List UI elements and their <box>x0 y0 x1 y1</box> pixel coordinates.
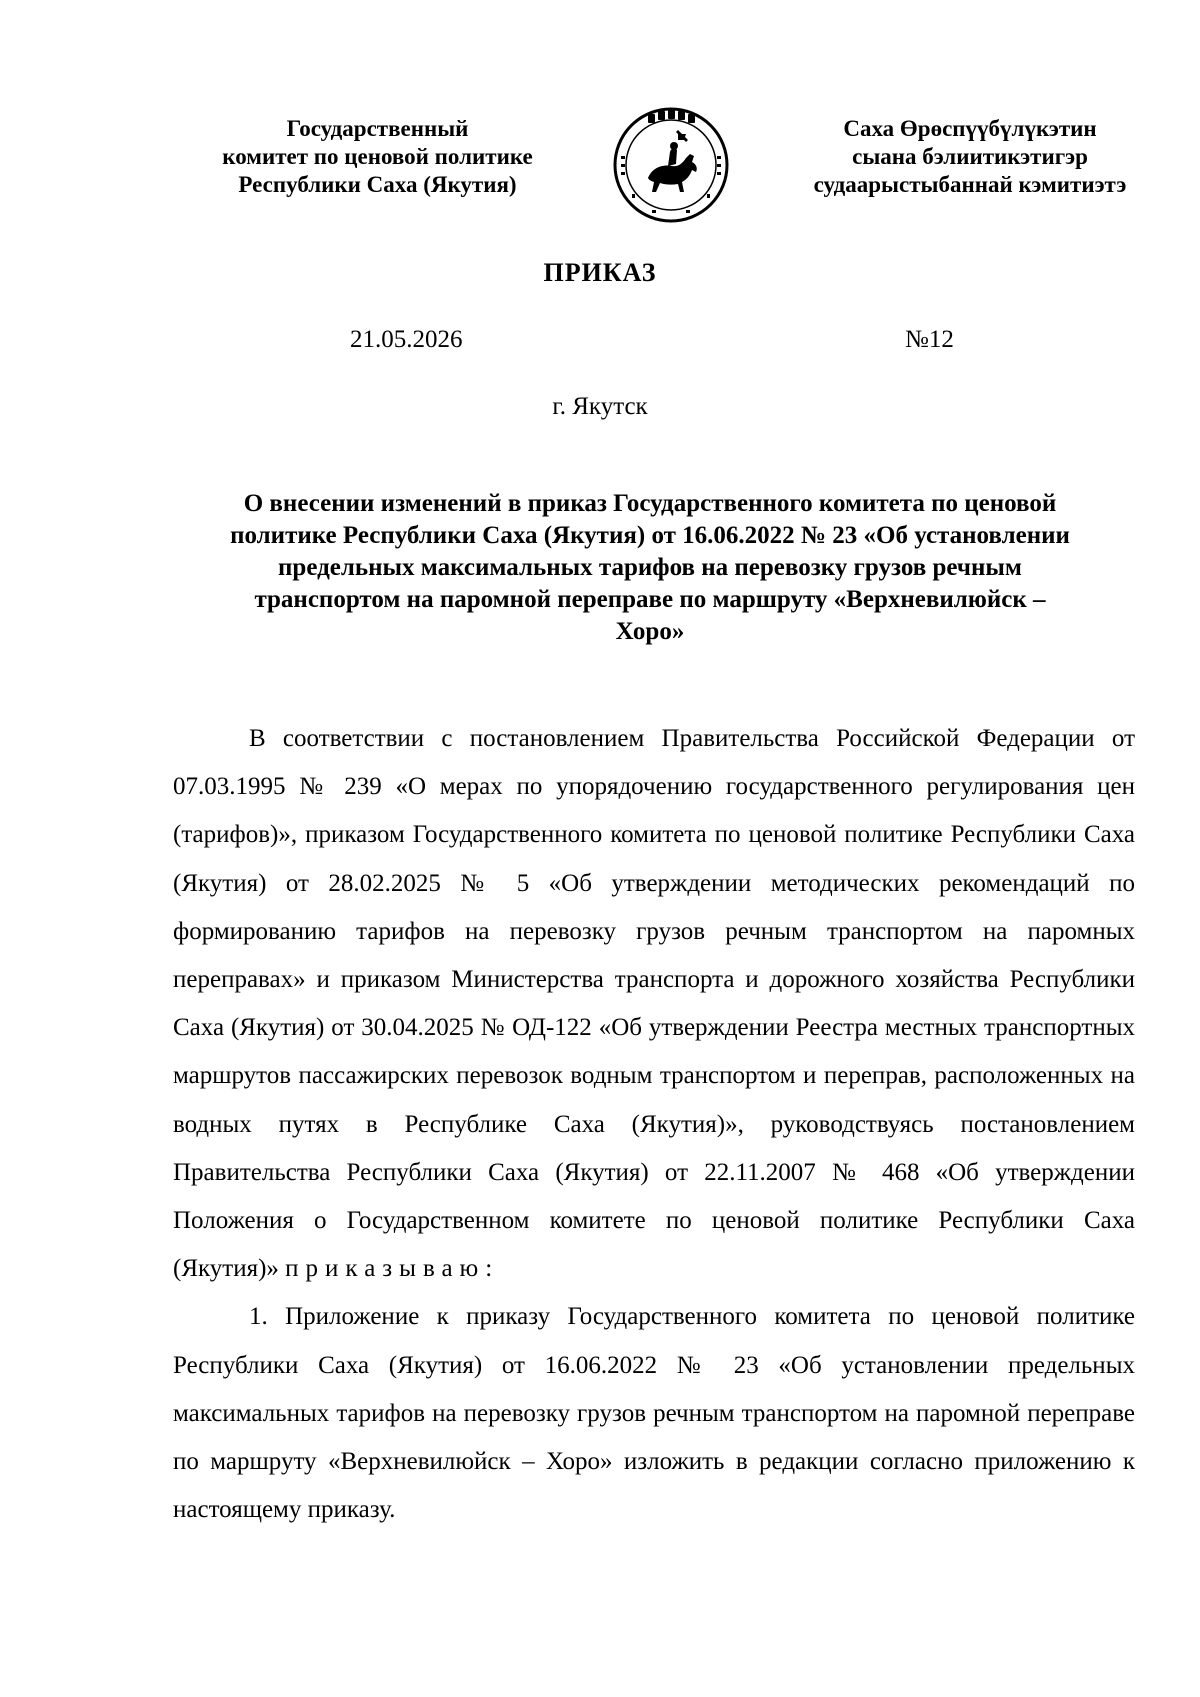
title-line: политике Республики Саха (Якутия) от 16.06.2022 № 23 «Об установлении <box>230 522 1070 549</box>
document-type: ПРИКАЗ <box>543 258 657 287</box>
order-word: приказываю <box>285 1255 486 1283</box>
header-right-line: судаарыстыбаннай кэмитиэтэ <box>813 172 1127 197</box>
header-left-line: Государственный <box>286 116 469 141</box>
document-number: №12 <box>905 326 954 353</box>
header-right <box>770 115 1170 199</box>
document-body <box>173 715 1135 1534</box>
document-date: 21.05.2026 <box>350 326 463 353</box>
preamble-paragraph <box>173 715 1135 1293</box>
header-left <box>190 115 565 199</box>
title-line: транспортом на паромной переправе по маршруту «Верхневилюйск – <box>254 586 1046 613</box>
document-city: г. Якутск <box>552 393 648 420</box>
order-suffix: : <box>485 1255 493 1283</box>
title-line: О внесении изменений в приказ Государственного комитета по ценовой <box>243 490 1057 517</box>
title-line: Хоро» <box>615 618 685 645</box>
header-right-line: сыана бэлиитикэтигэр <box>852 144 1088 169</box>
title-line: предельных максимальных тарифов на перевозку грузов речным <box>278 554 1022 581</box>
coat-of-arms-icon <box>612 106 730 224</box>
document-title <box>170 488 1130 648</box>
item-1-paragraph: 1. Приложение к приказу Государственного комитета по ценовой политике Республики Саха (Якутия) от 16.06.2022 № 23 «Об установлении предельных максимальных тарифов на перевозку грузов речным транспортом на паромной переправе по маршруту «Верхневилюйск – Хоро» изложить в редакции согласно приложению к настоящему приказу. <box>173 1303 1135 1524</box>
preamble-text: В соответствии с постановлением Правительства Российской Федерации от 07.03.1995 № 239 «О мерах по упорядочению государственного регулирования цен (тарифов)», приказом Государственного комитета по ценовой политике Республики Саха (Якутия) от 28.02.2025 № 5 «Об утверждении методических рекомендаций по формированию тарифов на перевозку грузов речным транспортом на паромных переправах» и приказом Министерства транспорта и дорожного хозяйства Республики Саха (Якутия) от 30.04.2025 № ОД-122 «Об утверждении Реестра местных транспортных маршрутов пассажирских перевозок водным транспортом и переправ, расположенных на водных путях в Республике Саха (Якутия)», руководствуясь постановлением Правительства Республики Саха (Якутия) от 22.11.2007 № 468 «Об утверждении Положения о Государственном комитете по ценовой политике Республики Саха (Якутия)» <box>173 725 1135 1283</box>
header-right-line: Саха Өрөспүүбүлүкэтин <box>843 116 1097 141</box>
header-left-line: Республики Саха (Якутия) <box>238 172 517 197</box>
header-left-line: комитет по ценовой политике <box>222 144 533 169</box>
